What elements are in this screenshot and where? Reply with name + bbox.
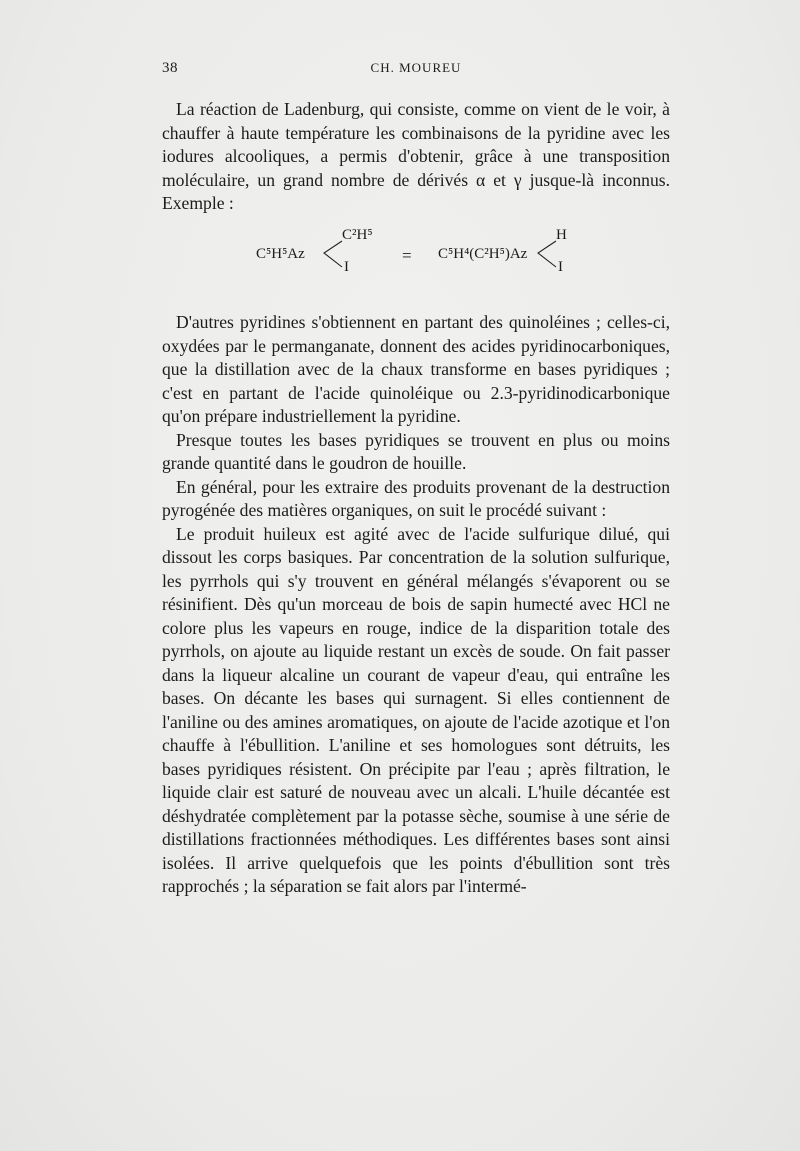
paragraph: Presque toutes les bases pyridiques se trouvent en plus ou moins grande quantité dans le goudron de houille. [162,429,670,473]
chemical-equation [256,227,616,287]
bond-branch-left [318,237,344,273]
formula-right-base: C⁵H⁴(C²H⁵)Az [438,246,528,262]
paragraph: En général, pour les extraire des produits provenant de la destruction pyrogénée des matières organiques, on suit le procédé suivant : [162,476,670,520]
page-header [162,60,670,82]
equals-sign: = [402,246,412,265]
formula-left-lower: I [344,259,349,275]
formula-left-upper: C²H⁵ [342,227,373,243]
running-title: CH. MOUREU [370,60,462,75]
paragraph: D'autres pyridines s'obtiennent en partant des quinoléines ; celles-ci, oxydées par le permanganate, donnent des acides pyridinocarboniques, que la distillation avec de la chaux transforme en bases pyridiques ; c'est en partant de l'acide quinoléique ou 2.3-pyridinodicarbonique qu'on prépare industriellement la pyridine. [162,312,670,426]
bond-branch-right [532,237,558,273]
paragraph: Le produit huileux est agité avec de l'acide sulfurique dilué, qui dissout les corps basiques. Par concentration de la solution sulfurique, les pyrrhols qui s'y trouvent en général mélangés s'évaporent ou se résinifient. Dès qu'un morceau de bois de sapin humecté avec HCl ne colore plus les vapeurs en rouge, indice de la disparition totale des pyrrhols, on ajoute au liquide restant un excès de soude. On fait passer dans la liqueur alcaline un courant de vapeur d'eau, qui entraîne les bases. On décante les bases qui surnagent. Si elles contiennent de l'aniline ou des amines aromatiques, on ajoute de l'acide azotique et l'on chauffe à l'ébullition. L'aniline et ses homologues sont détruits, les bases pyridiques résistent. On précipite par l'eau ; après filtration, le liquide clair est saturé de nouveau avec un alcali. L'huile décantée est déshydratée complètement par la potasse sèche, soumise à une série de distillations fractionnées méthodiques. Les différentes bases sont ainsi isolées. Il arrive quelquefois que les points d'ébullition sont très rapprochés ; la séparation se fait alors par l'intermé- [162,523,670,896]
formula-right-lower: I [558,259,563,275]
text-block-top [162,98,670,216]
page-number: 38 [162,60,178,76]
formula-left-base: C⁵H⁵Az [256,246,305,262]
formula-right-upper: H [556,227,567,243]
text-block-bottom [162,311,670,899]
paragraph: La réaction de Ladenburg, qui consiste, comme on vient de le voir, à chauffer à haute température les combinaisons de la pyridine avec les iodures alcooliques, a permis d'obtenir, grâce à une transposition moléculaire, un grand nombre de dérivés α et γ jusque-là inconnus. Exemple : [162,99,670,213]
